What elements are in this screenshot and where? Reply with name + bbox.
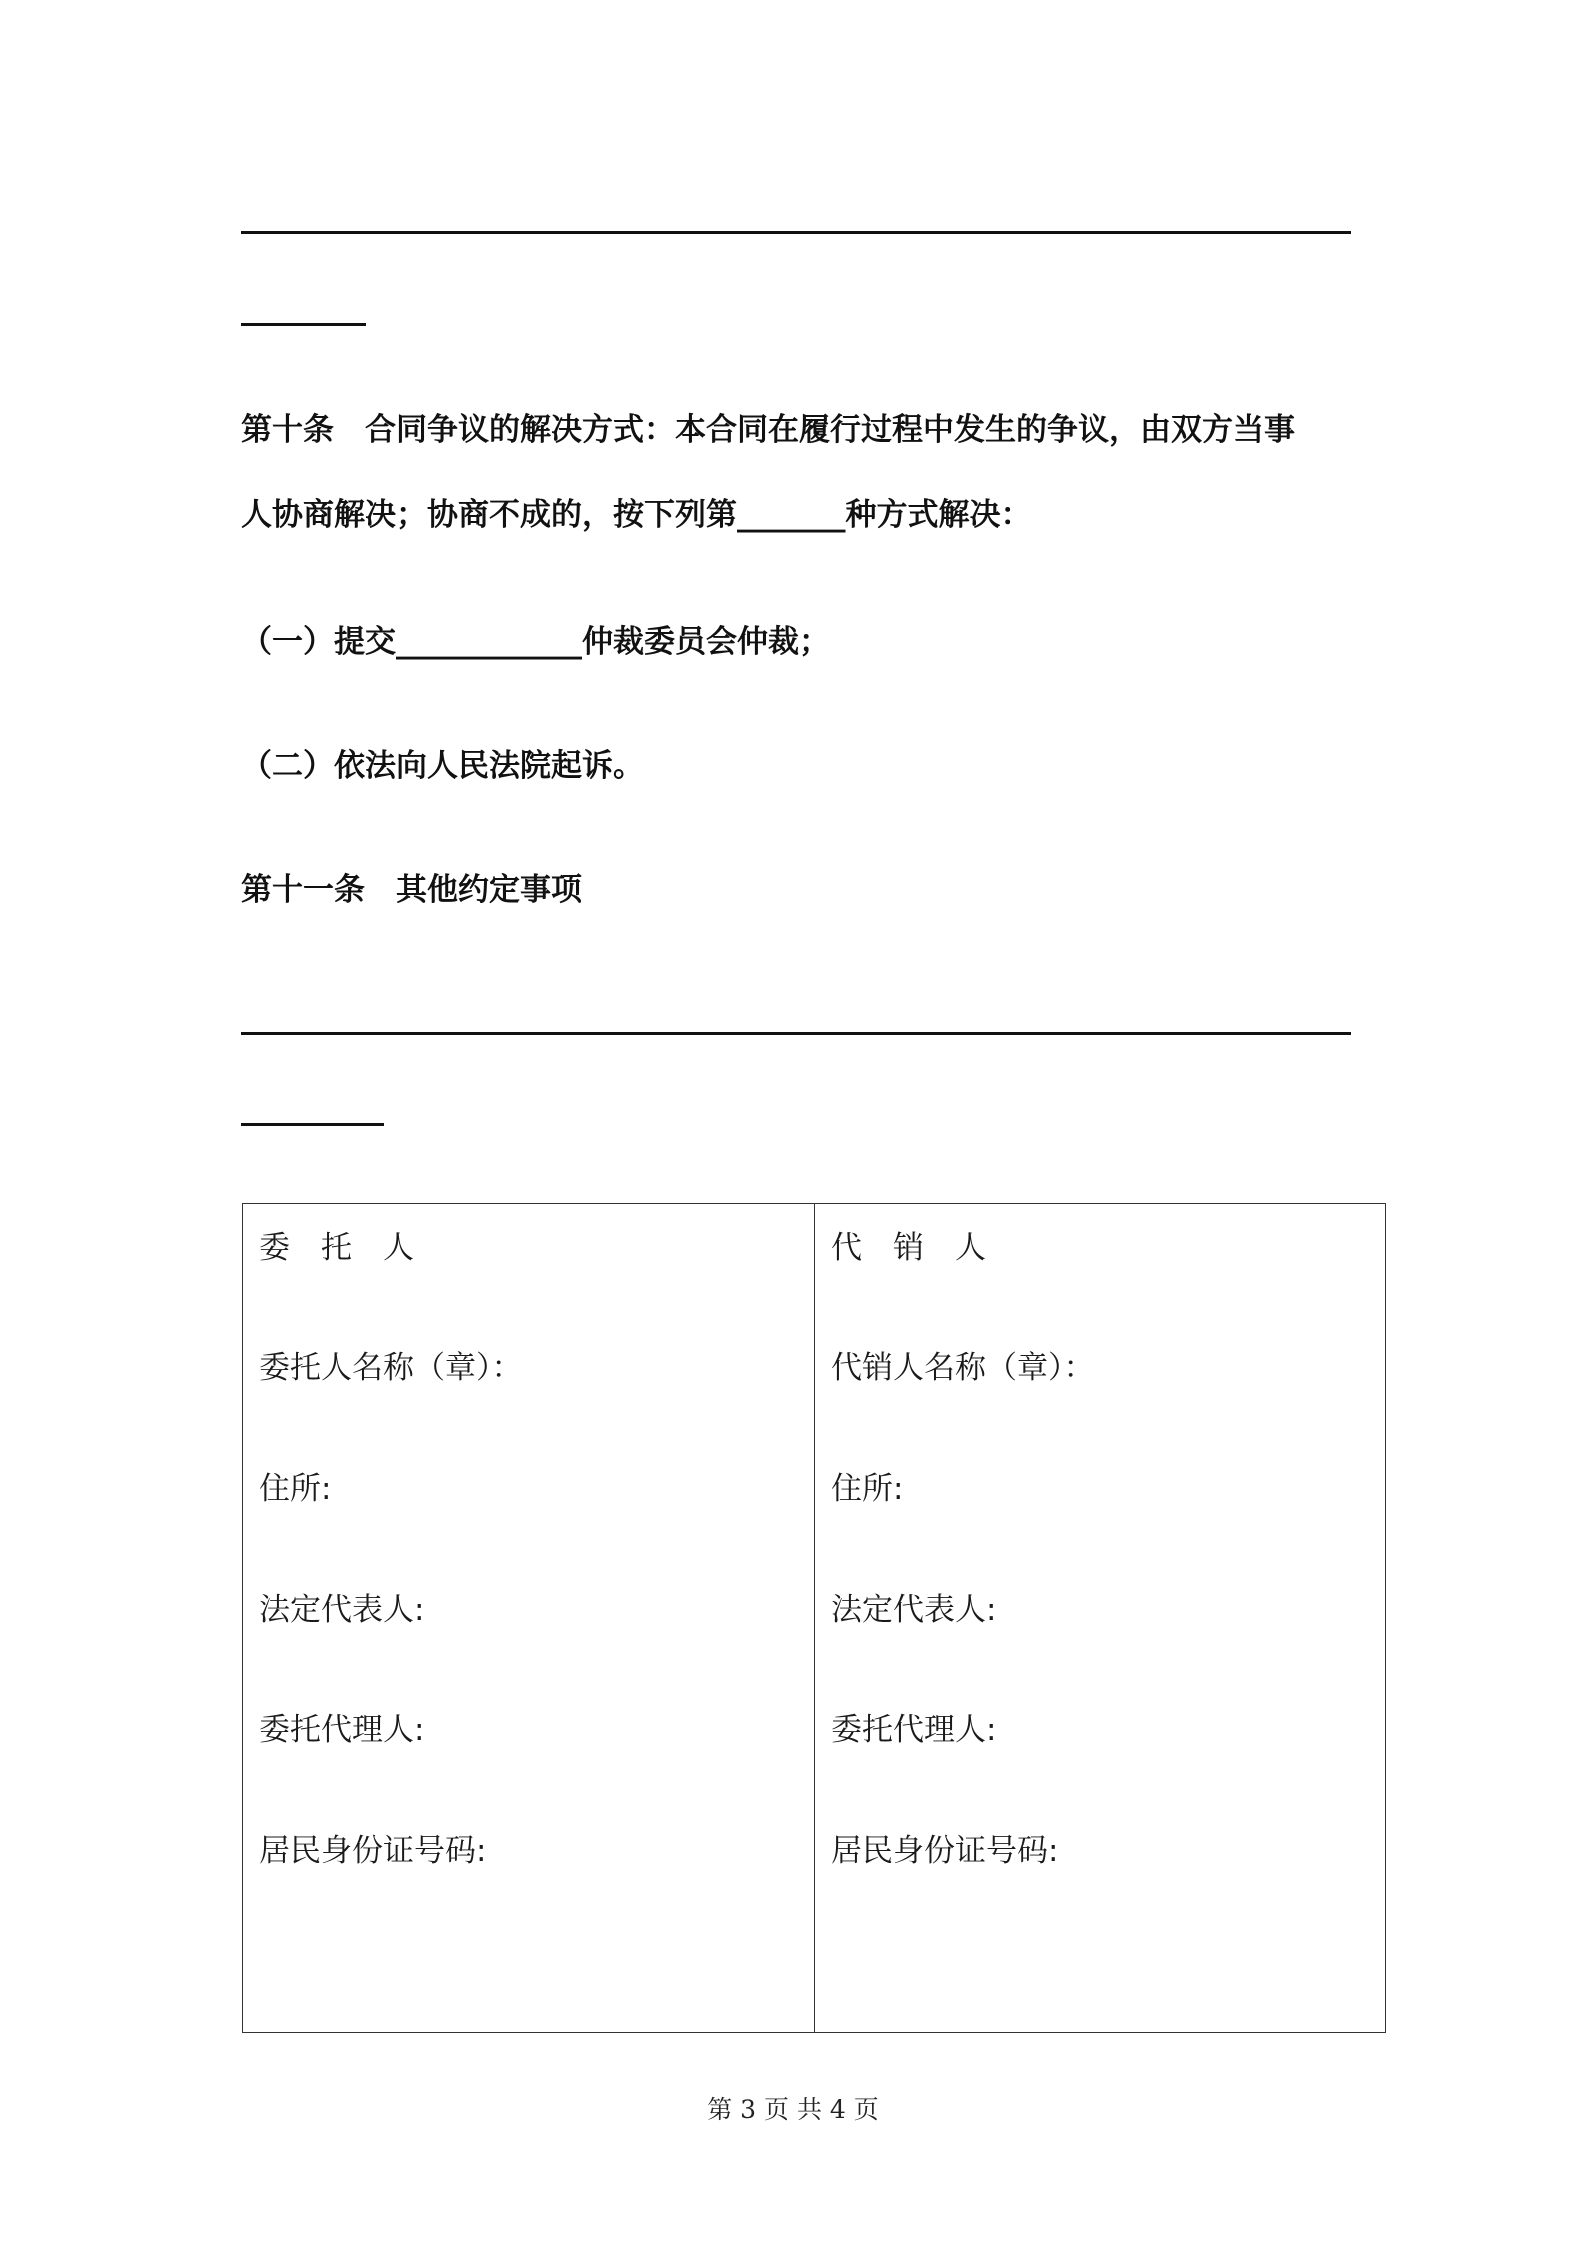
consignee-name-label: 代销人名称（章）： [831, 1350, 1095, 1386]
article10-line2: 人协商解决；协商不成的，按下列第_______种方式解决： [241, 497, 1032, 533]
page-number: 第 3 页 共 4 页 [707, 2095, 879, 2124]
article10-line1: 第十条 合同争议的解决方式：本合同在履行过程中发生的争议，由双方当事 [241, 412, 1295, 448]
article10-option1: （一）提交____________仲裁委员会仲裁； [241, 624, 830, 660]
signature-table [242, 1203, 1386, 2033]
article11-heading: 第十一条 其他约定事项 [241, 872, 582, 908]
blank-line-long [241, 231, 1351, 234]
consignee-title: 代 销 人 [831, 1230, 986, 1266]
consignee-id-label: 居民身份证号码: [831, 1833, 1059, 1869]
consignee-agent-label: 委托代理人: [831, 1712, 997, 1748]
principal-title: 委 托 人 [259, 1230, 414, 1266]
consignee-address-label: 住所: [831, 1471, 904, 1507]
blank-line-short [241, 323, 366, 326]
principal-id-label: 居民身份证号码: [259, 1833, 487, 1869]
principal-agent-label: 委托代理人: [259, 1712, 425, 1748]
blank-line-short [241, 1123, 384, 1126]
principal-name-label: 委托人名称（章）： [259, 1350, 523, 1386]
principal-address-label: 住所: [259, 1471, 332, 1507]
blank-line-long [241, 1032, 1351, 1035]
consignee-legal-rep-label: 法定代表人: [831, 1592, 997, 1628]
table-divider [814, 1204, 815, 2032]
principal-legal-rep-label: 法定代表人: [259, 1592, 425, 1628]
article10-option2: （二）依法向人民法院起诉。 [241, 748, 644, 784]
